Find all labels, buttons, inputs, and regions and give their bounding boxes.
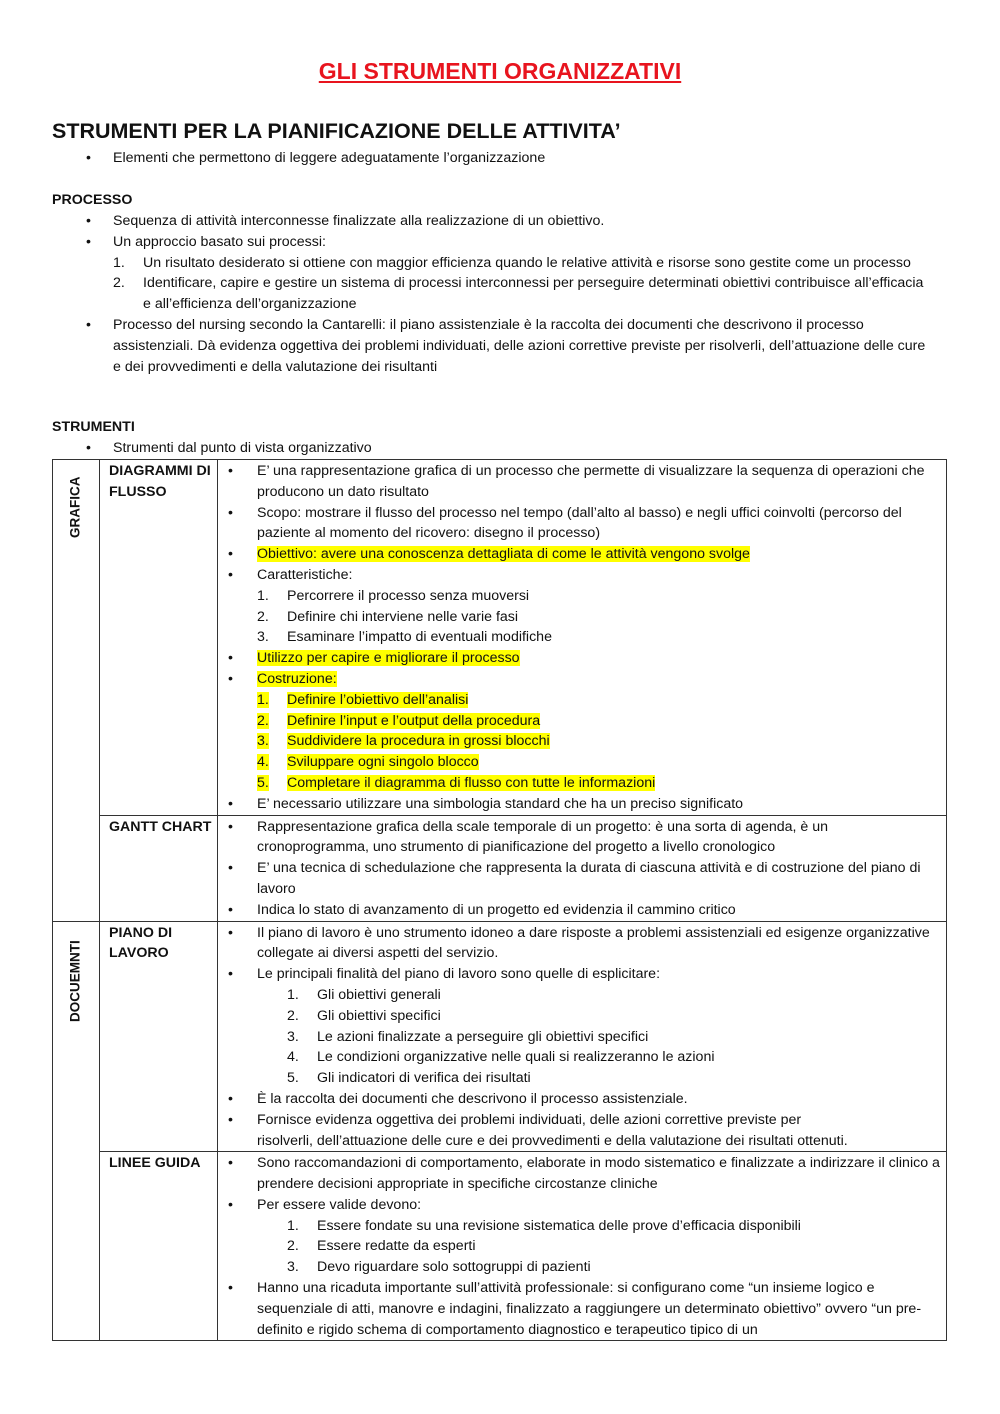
category-label: DOCUEMNTI [67, 939, 83, 1022]
category-cell-grafica [53, 460, 100, 922]
list-item: • Un approccio basato sui processi: [0, 232, 933, 253]
list-item: • Sono raccomandazioni di comportamento, elaborate in modo sistematico e finalizzate a indirizzare il clinico a prendere decisioni appropriate in specifiche circostanze cliniche [218, 1153, 946, 1195]
list-item: • Caratteristiche: [218, 565, 946, 586]
strumenti-intro [0, 438, 933, 459]
list-item: • Il piano di lavoro è uno strumento idoneo a dare risposte a problemi assistenziali ed esigenze organizzative collegate ai diversi aspetti del servizio. [218, 923, 946, 965]
category-cell-documenti [53, 921, 100, 1341]
processo-heading: PROCESSO [52, 192, 133, 208]
numbered-item: 3. Le azioni finalizzate a perseguire gli obiettivi specifici [287, 1028, 649, 1045]
numbered-item: 1. Un risultato desiderato si ottiene con maggior efficienza quando le relative attività e risorse sono gestite come un processo [113, 254, 911, 271]
list-item: • Strumenti dal punto di vista organizzativo [0, 438, 933, 459]
numbered-item: 2. Definire chi interviene nelle varie fasi [257, 608, 519, 625]
tool-name: DIAGRAMMI DI FLUSSO [100, 460, 218, 816]
numbered-item: 1. Percorrere il processo senza muoversi [257, 587, 530, 604]
list-item: • Per essere valide devono: [218, 1195, 946, 1216]
list-item: • E’ necessario utilizzare una simbologia standard che ha un preciso significato [218, 794, 946, 815]
tool-name: PIANO DI LAVORO [100, 921, 218, 1152]
list-item: • Elementi che permettono di leggere adeguatamente l’organizzazione [0, 148, 933, 169]
page-title: GLI STRUMENTI ORGANIZZATIVI [318, 58, 682, 84]
list-item: • Rappresentazione grafica della scale temporale di un progetto: è una sorta di agenda, è un cronoprogramma, uno strumento di pianificazione del progetto a livello cronologico [218, 817, 946, 859]
table-row [53, 460, 947, 816]
numbered-item-highlighted: 3. Suddividere la procedura in grossi blocchi [257, 733, 550, 750]
numbered-item: 2. Gli obiettivi specifici [287, 1007, 441, 1024]
numbered-item: 5. Gli indicatori di verifica dei risultati [287, 1070, 531, 1087]
table-row [53, 815, 947, 921]
table-row [53, 921, 947, 1152]
numbered-item: 4. Le condizioni organizzative nelle quali si realizzeranno le azioni [287, 1049, 715, 1066]
list-item: • Le principali finalità del piano di lavoro sono quelle di esplicitare: [218, 964, 946, 985]
numbered-item-highlighted: 4. Sviluppare ogni singolo blocco [257, 754, 479, 771]
list-item: • Sequenza di attività interconnesse finalizzate alla realizzazione di un obiettivo. [0, 211, 933, 232]
numbered-item: 3. Devo riguardare solo sottogruppi di pazienti [287, 1259, 591, 1276]
tool-description [218, 1152, 947, 1341]
list-item-highlighted: • Costruzione: [218, 669, 946, 690]
tools-table [52, 459, 947, 1341]
table-row [53, 1152, 947, 1341]
list-item: • Fornisce evidenza oggettiva dei problemi individuati, delle azioni correttive previste per risolverli, dell’attuazione delle cure e dei provvedimenti e della valutazione dei risultati ottenuti. [218, 1110, 946, 1152]
list-item-highlighted: • Obiettivo: avere una conoscenza dettagliata di come le attività vengono svolge [218, 544, 946, 565]
numbered-item: 3. Esaminare l’impatto di eventuali modifiche [257, 629, 552, 646]
list-item: • Processo del nursing secondo la Cantarelli: il piano assistenziale è la raccolta dei documenti che descrivono il processo assistenziali. Dà evidenza oggettiva dei problemi individuati, delle azioni correttive previste per risolverli, dell’attuazione delle cure e dei provvedimenti e della valutazione dei risultanti [0, 315, 933, 377]
numbered-item: 2. Identificare, capire e gestire un sistema di processi interconnessi per perseguire determinati obiettivi contribuisce all’efficacia e all’efficienza dell’organizzazione [113, 275, 924, 313]
list-item: • E’ una tecnica di schedulazione che rappresenta la durata di ciascuna attività e di costruzione del piano di lavoro [218, 858, 946, 900]
list-item: • È la raccolta dei documenti che descrivono il processo assistenziale. [218, 1089, 946, 1110]
section-intro [0, 148, 933, 169]
tool-name: GANTT CHART [100, 815, 218, 921]
numbered-item: 2. Essere redatte da esperti [287, 1238, 476, 1255]
numbered-item-highlighted: 1. Definire l’obiettivo dell’analisi [257, 691, 469, 708]
tool-description [218, 460, 947, 816]
section-heading: STRUMENTI PER LA PIANIFICAZIONE DELLE ATTIVITA’ [52, 119, 621, 143]
list-item: • E’ una rappresentazione grafica di un processo che permette di visualizzare la sequenza di operazioni che producono un dato risultato [218, 461, 946, 503]
category-label: GRAFICA [67, 476, 83, 538]
numbered-item-highlighted: 5. Completare il diagramma di flusso con tutte le informazioni [257, 774, 656, 791]
numbered-item: 1. Gli obiettivi generali [287, 986, 441, 1003]
tool-name: LINEE GUIDA [100, 1152, 218, 1341]
numbered-item-highlighted: 2. Definire l’input e l’output della procedura [257, 712, 541, 729]
tool-description [218, 921, 947, 1152]
list-item-highlighted: • Utilizzo per capire e migliorare il processo [218, 648, 946, 669]
list-item: • Scopo: mostrare il flusso del processo nel tempo (dall’alto al basso) e negli uffici coinvolti (percorso del paziente al momento del ricovero: disegno il processo) [218, 503, 946, 545]
tool-description [218, 815, 947, 921]
processo-list [0, 211, 933, 377]
numbered-item: 1. Essere fondate su una revisione sistematica delle prove d’efficacia disponibili [287, 1217, 801, 1234]
strumenti-heading: STRUMENTI [52, 419, 135, 435]
list-item: • Indica lo stato di avanzamento di un progetto ed evidenzia il cammino critico [218, 900, 946, 921]
list-item: • Hanno una ricaduta importante sull’attività professionale: si configurano come “un insieme logico e sequenziale di atti, manovre e indagini, finalizzato a raggiungere un determinato obiettivo” ovvero “un pre-definito e rigido schema di comportamento diagnostico e terapeutico tipico di un [218, 1278, 946, 1340]
